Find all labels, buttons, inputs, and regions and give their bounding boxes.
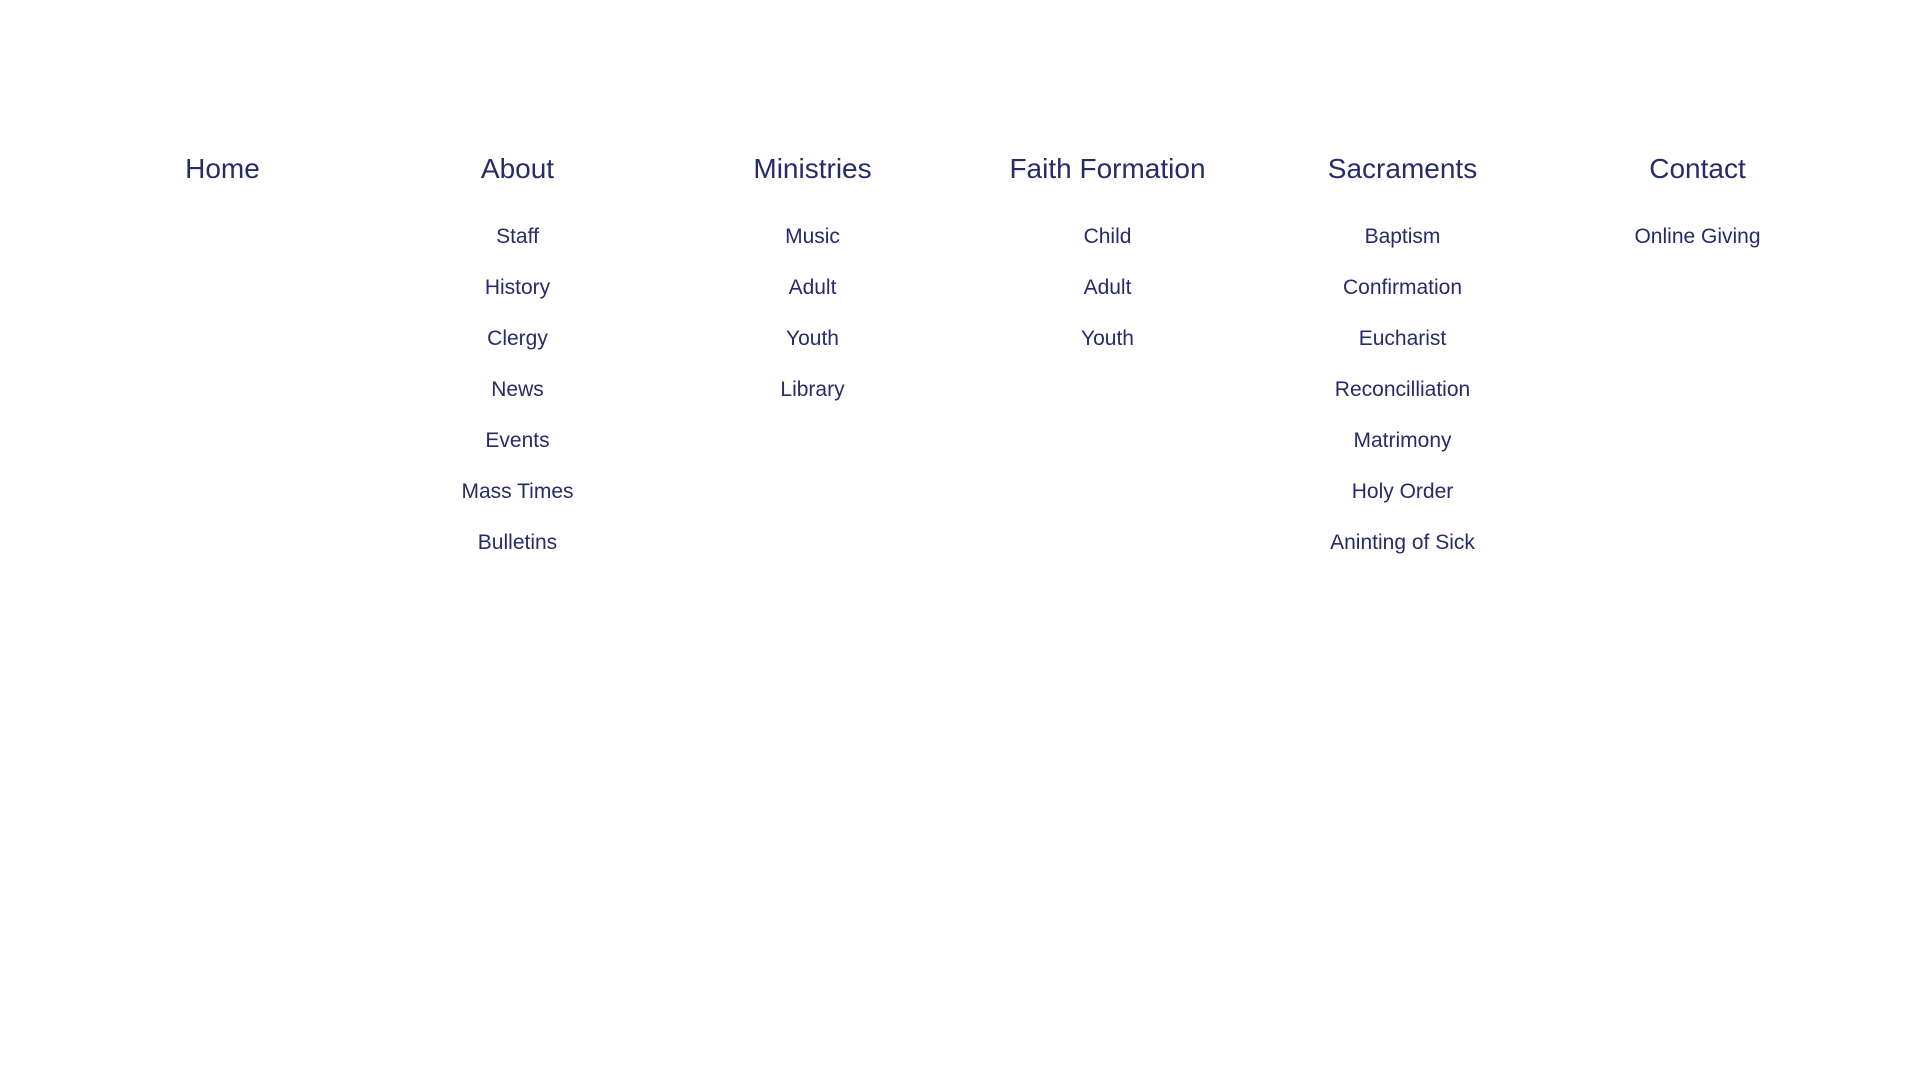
nav-column-faith-formation <box>960 152 1255 364</box>
nav-item-eucharist[interactable]: Eucharist <box>1358 327 1447 350</box>
nav-items-list <box>370 211 665 568</box>
nav-item-library[interactable]: Library <box>780 378 845 401</box>
nav-column-sacraments <box>1255 152 1550 568</box>
nav-item-adult[interactable]: Adult <box>1083 276 1132 299</box>
nav-item-youth[interactable]: Youth <box>1081 327 1134 350</box>
nav-heading-contact[interactable]: Contact <box>1649 153 1746 184</box>
nav-items-list <box>665 211 960 415</box>
nav-heading-faith-formation[interactable]: Faith Formation <box>1009 153 1206 184</box>
nav-item-online-giving[interactable]: Online Giving <box>1634 225 1761 248</box>
nav-item-matrimony[interactable]: Matrimony <box>1353 429 1452 452</box>
nav-item-clergy[interactable]: Clergy <box>487 327 548 350</box>
nav-item-aninting-of-sick[interactable]: Aninting of Sick <box>1330 531 1475 554</box>
nav-item-history[interactable]: History <box>484 276 551 299</box>
nav-items-list <box>960 211 1255 364</box>
nav-item-bulletins[interactable]: Bulletins <box>477 531 558 554</box>
nav-item-events[interactable]: Events <box>485 429 550 452</box>
nav-item-reconcilliation[interactable]: Reconcilliation <box>1334 378 1471 401</box>
nav-heading-home[interactable]: Home <box>185 153 260 184</box>
nav-items-list <box>1255 211 1550 568</box>
nav-item-holy-order[interactable]: Holy Order <box>1351 480 1454 503</box>
nav-column-contact <box>1550 152 1845 262</box>
nav-item-news[interactable]: News <box>491 378 544 401</box>
nav-heading-sacraments[interactable]: Sacraments <box>1327 153 1478 184</box>
nav-item-music[interactable]: Music <box>785 225 840 248</box>
nav-column-home <box>75 152 370 211</box>
nav-item-youth[interactable]: Youth <box>786 327 839 350</box>
nav-heading-about[interactable]: About <box>480 153 555 184</box>
nav-item-mass-times[interactable]: Mass Times <box>461 480 574 503</box>
nav-column-about <box>370 152 665 568</box>
nav-item-staff[interactable]: Staff <box>496 225 539 248</box>
nav-item-child[interactable]: Child <box>1083 225 1132 248</box>
nav-column-ministries <box>665 152 960 415</box>
nav-item-confirmation[interactable]: Confirmation <box>1342 276 1463 299</box>
nav-items-list <box>1550 211 1845 262</box>
nav-heading-ministries[interactable]: Ministries <box>753 153 872 184</box>
nav-item-baptism[interactable]: Baptism <box>1364 225 1441 248</box>
nav-item-adult[interactable]: Adult <box>788 276 837 299</box>
